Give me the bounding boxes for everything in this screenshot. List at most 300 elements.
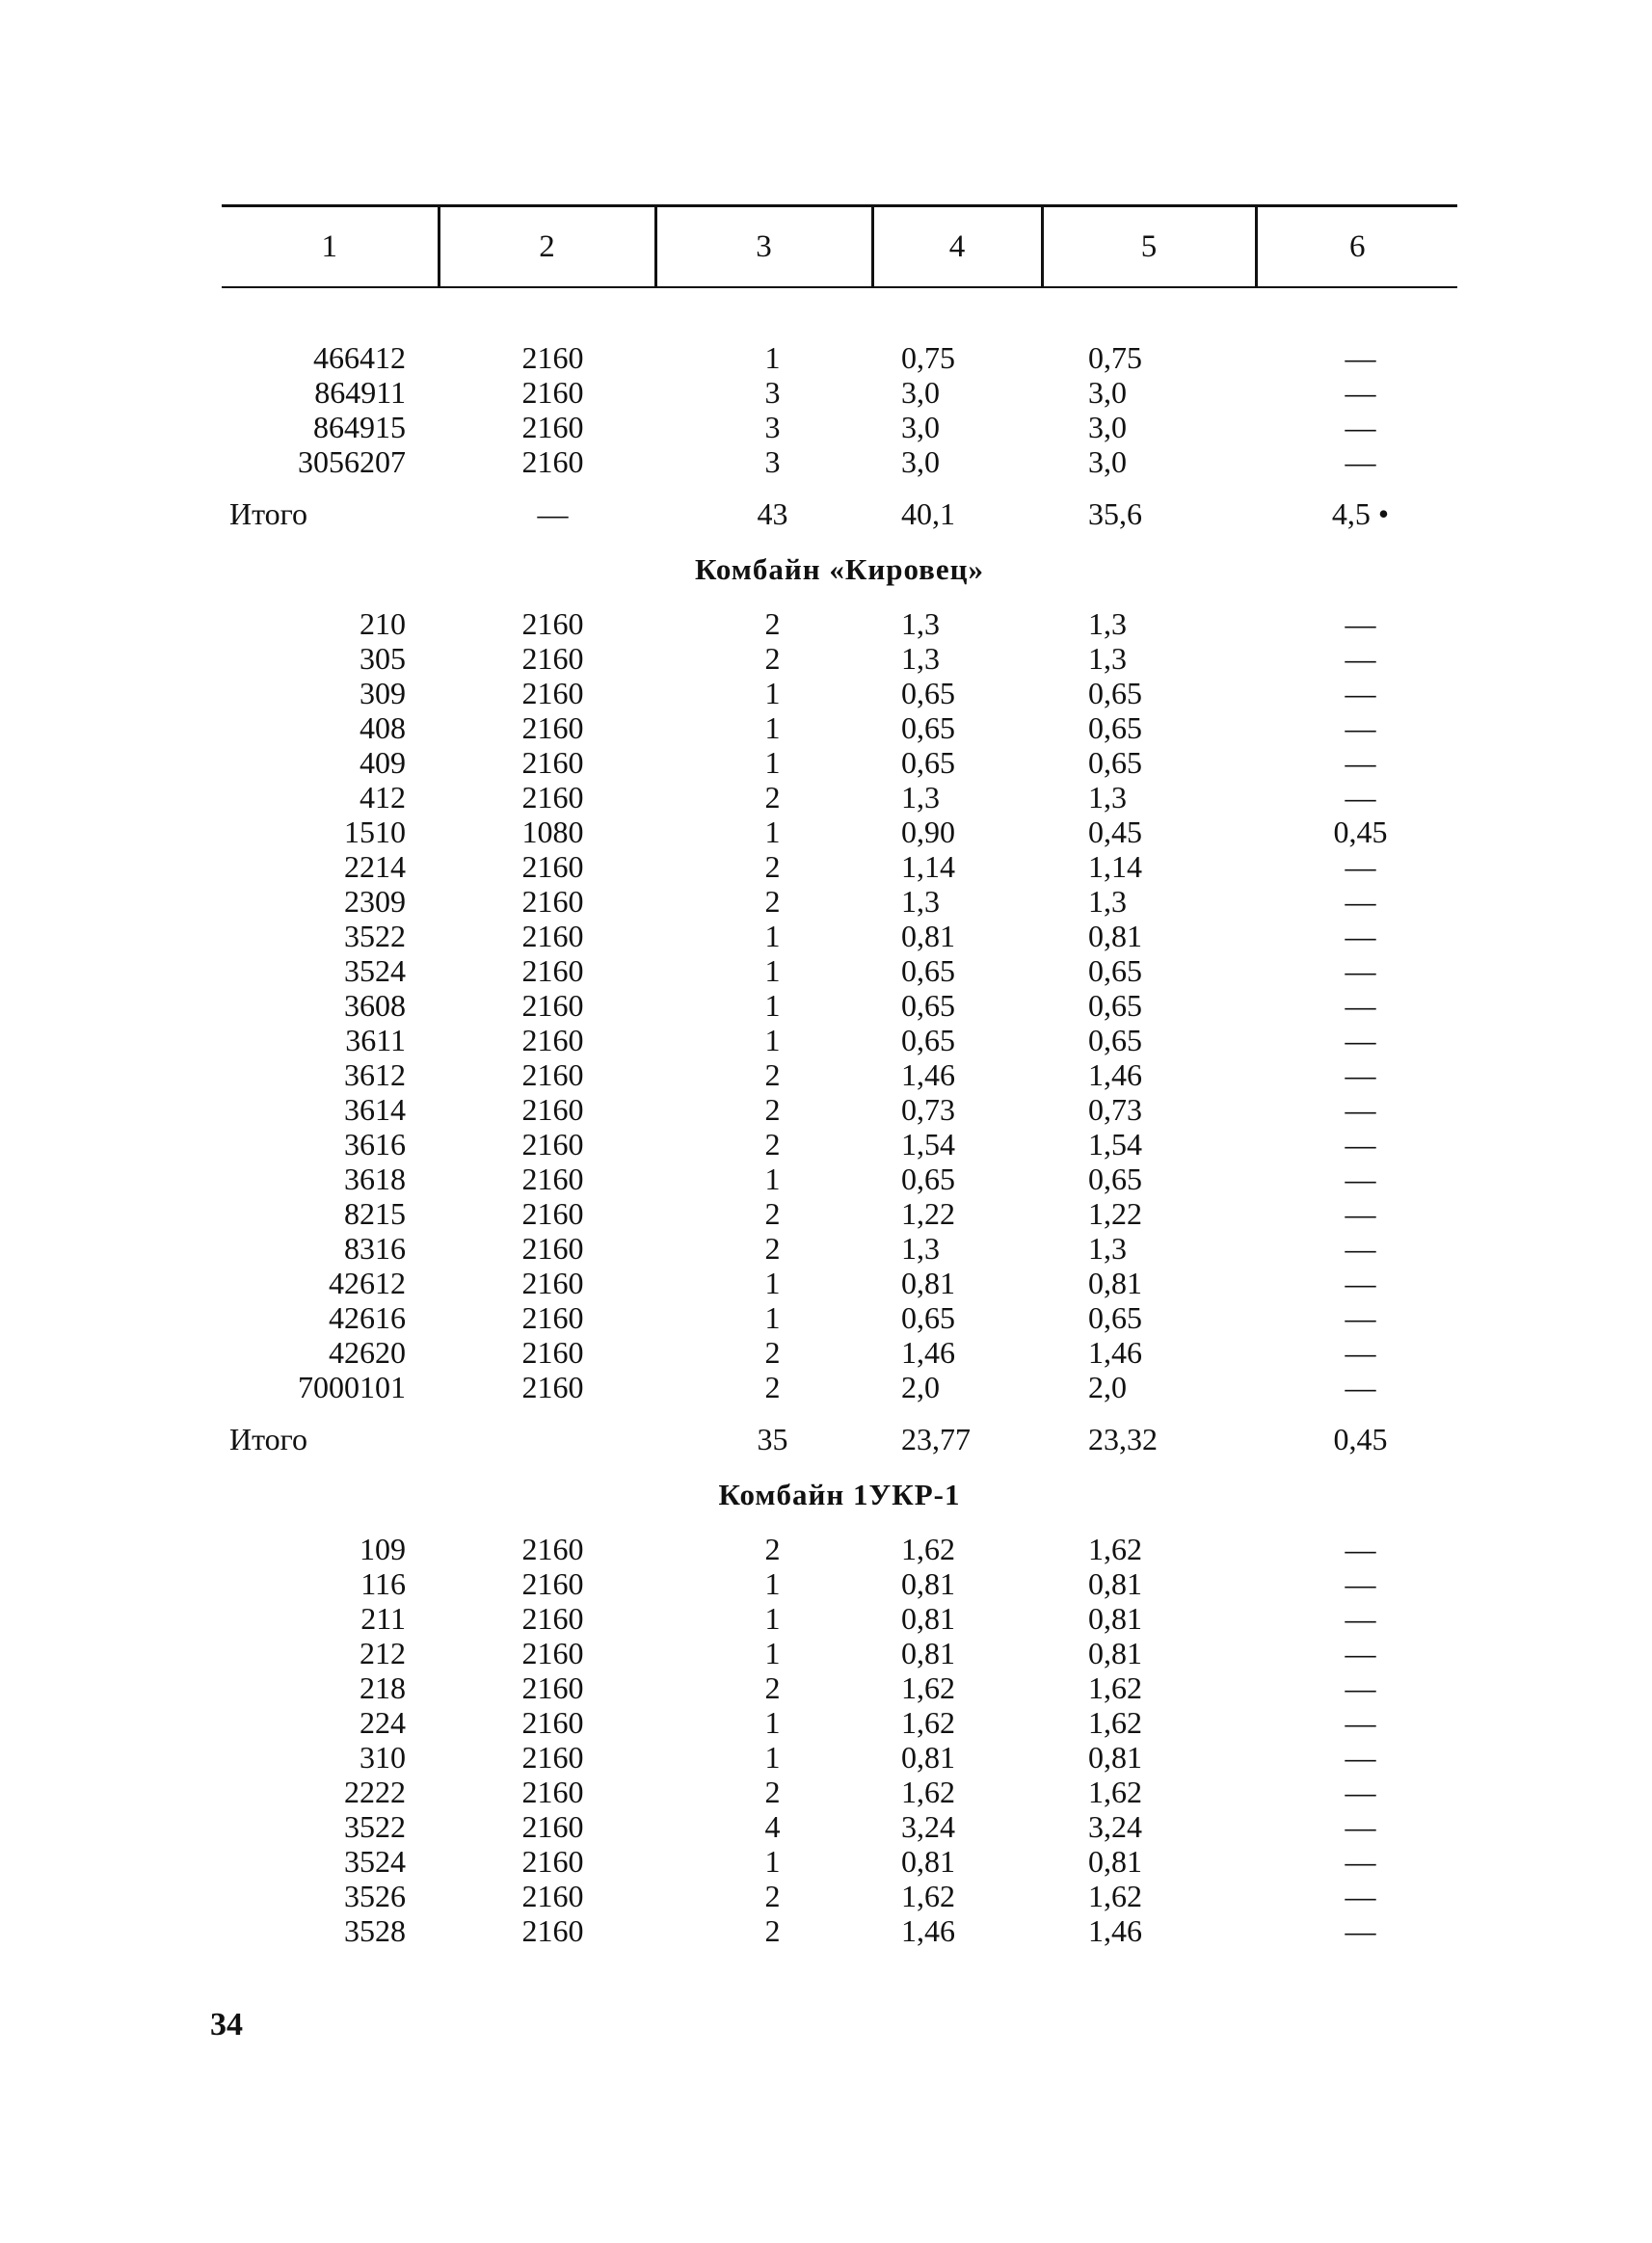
table-cell: 2160 [521, 884, 584, 919]
table-cell: 1,46 [901, 1335, 955, 1370]
table-cell: — [1345, 606, 1376, 641]
table-row [222, 849, 1457, 884]
table-cell: 1,3 [901, 780, 940, 814]
table-cell: 1510 [344, 814, 406, 849]
table-cell: 1 [764, 340, 781, 375]
table-cell: 0,81 [1088, 1844, 1142, 1879]
table-cell: 3618 [344, 1162, 406, 1196]
table-cell: 0,65 [1088, 710, 1142, 745]
table-cell: 0,65 [901, 1023, 955, 1057]
table-cell: 1 [764, 1566, 781, 1601]
table-cell: 2160 [521, 1023, 584, 1057]
table-cell: 1 [764, 953, 781, 988]
total-cell: 35 [757, 1422, 788, 1456]
table-cell: 1,62 [1088, 1670, 1142, 1705]
table-cell: 2160 [521, 1740, 584, 1775]
table-cell: 2160 [521, 1127, 584, 1162]
table-cell: 2160 [521, 1844, 584, 1879]
table-cell: 0,75 [901, 340, 955, 375]
table-cell: 0,81 [901, 1636, 955, 1670]
table-cell: 3 [764, 410, 781, 444]
table-cell: 2 [764, 1879, 781, 1913]
table-cell: — [1345, 1636, 1376, 1670]
table-cell: 0,65 [901, 710, 955, 745]
table-row [222, 953, 1457, 988]
table-row [222, 1196, 1457, 1231]
table-cell: 3524 [344, 953, 406, 988]
table-row [222, 1092, 1457, 1127]
table-cell: 864911 [314, 375, 406, 410]
table-cell: 2 [764, 1670, 781, 1705]
table-cell: 2160 [521, 1335, 584, 1370]
table-row [222, 606, 1457, 641]
table-cell: 2 [764, 1127, 781, 1162]
table-cell: 3 [764, 375, 781, 410]
table-cell: — [1345, 375, 1376, 410]
table-cell: 2 [764, 1231, 781, 1266]
table-cell: 2160 [521, 1566, 584, 1601]
table-cell: 0,65 [901, 988, 955, 1023]
total-label: Итого [229, 1422, 307, 1456]
table-cell: — [1345, 1300, 1376, 1335]
table-cell: — [1345, 745, 1376, 780]
table-row [222, 780, 1457, 814]
table-cell: 3526 [344, 1879, 406, 1913]
table-cell: 0,81 [901, 1601, 955, 1636]
table-cell: 409 [360, 745, 406, 780]
table-cell: 1,54 [901, 1127, 955, 1162]
table-cell: — [1345, 884, 1376, 919]
table-cell: 305 [360, 641, 406, 676]
table-cell: 0,65 [1088, 988, 1142, 1023]
total-row [222, 1404, 1457, 1458]
table-cell: 2 [764, 884, 781, 919]
table-row [222, 375, 1457, 410]
table-cell: — [1345, 1601, 1376, 1636]
table-cell: — [1345, 1879, 1376, 1913]
table-cell: 2160 [521, 1809, 584, 1844]
table-cell: 210 [360, 606, 406, 641]
total-cell: 4,5 • [1331, 496, 1390, 531]
table-cell: 2160 [521, 1601, 584, 1636]
table-cell: 1,46 [1088, 1913, 1142, 1948]
table-row [222, 410, 1457, 444]
table-cell: 3612 [344, 1057, 406, 1092]
total-cell: 23,32 [1088, 1422, 1158, 1456]
table-cell: 2160 [521, 1057, 584, 1092]
table-cell: — [1345, 1266, 1376, 1300]
table-cell: 2160 [521, 444, 584, 479]
table-cell: 1,62 [901, 1532, 955, 1566]
table-cell: 1,62 [1088, 1532, 1142, 1566]
table-cell: 1 [764, 1601, 781, 1636]
column-header: 6 [1256, 206, 1457, 288]
table-cell: 4 [764, 1809, 781, 1844]
table-cell: 2 [764, 849, 781, 884]
table-cell: — [1345, 1127, 1376, 1162]
table-cell: 1 [764, 1266, 781, 1300]
table-cell: 3,0 [901, 444, 940, 479]
table-cell: 1,62 [1088, 1705, 1142, 1740]
table-cell: 0,65 [1088, 676, 1142, 710]
table-cell: 224 [360, 1705, 406, 1740]
table-cell: 1,3 [1088, 641, 1127, 676]
table-cell: 0,90 [901, 814, 955, 849]
spacer-row [222, 287, 1457, 340]
table-cell: 1 [764, 1740, 781, 1775]
table-cell: — [1345, 444, 1376, 479]
table-cell: 2160 [521, 745, 584, 780]
table-cell: 2160 [521, 1266, 584, 1300]
table-cell: 2160 [521, 1705, 584, 1740]
table-cell: 8316 [344, 1231, 406, 1266]
header-row [222, 206, 1457, 288]
table-row [222, 1162, 1457, 1196]
table-cell: 1,62 [901, 1670, 955, 1705]
table-row [222, 1057, 1457, 1092]
table-cell: 1 [764, 988, 781, 1023]
table-body [222, 287, 1457, 1948]
table-cell: 2160 [521, 1636, 584, 1670]
table-cell: 3524 [344, 1844, 406, 1879]
table-cell: 1,62 [1088, 1775, 1142, 1809]
table-cell: 1 [764, 1300, 781, 1335]
table-cell: — [1345, 1335, 1376, 1370]
table-cell: — [1345, 1196, 1376, 1231]
table-cell: 3528 [344, 1913, 406, 1948]
table-cell: 2160 [521, 676, 584, 710]
table-cell: 0,65 [1088, 1162, 1142, 1196]
table-cell: 0,81 [1088, 919, 1142, 953]
table-cell: 2160 [521, 1370, 584, 1404]
table-cell: — [1345, 919, 1376, 953]
table-cell: 0,65 [1088, 1023, 1142, 1057]
column-header: 3 [655, 206, 872, 288]
table-row [222, 1670, 1457, 1705]
total-cell: 0,45 [1333, 1422, 1388, 1456]
table-cell: — [1345, 1023, 1376, 1057]
table-cell: 3,0 [1088, 375, 1127, 410]
table-row [222, 1879, 1457, 1913]
table-cell: 3616 [344, 1127, 406, 1162]
table-cell: 1,3 [901, 884, 940, 919]
table-cell: 3,0 [1088, 444, 1127, 479]
total-row [222, 479, 1457, 533]
table-cell: 2160 [521, 1162, 584, 1196]
total-cell: — [537, 496, 569, 531]
table-cell: 2 [764, 780, 781, 814]
table-row [222, 1231, 1457, 1266]
table-cell: 2 [764, 1370, 781, 1404]
table-cell: 1,46 [901, 1057, 955, 1092]
table-cell: 0,75 [1088, 340, 1142, 375]
table-cell: 3608 [344, 988, 406, 1023]
table-row [222, 340, 1457, 375]
table-cell: 2222 [344, 1775, 406, 1809]
table-cell: — [1345, 1913, 1376, 1948]
total-label: Итого [229, 496, 307, 531]
table-row [222, 1705, 1457, 1740]
table-cell: 2160 [521, 1231, 584, 1266]
table-cell: 1,46 [1088, 1335, 1142, 1370]
section-heading-row [222, 1458, 1457, 1532]
table-cell: 0,81 [901, 919, 955, 953]
table-cell: 2160 [521, 1670, 584, 1705]
table-cell: 466412 [313, 340, 406, 375]
table-row [222, 1335, 1457, 1370]
table-cell: 2,0 [901, 1370, 940, 1404]
table-cell: 2 [764, 1092, 781, 1127]
table-cell: 2 [764, 641, 781, 676]
table-cell: 1,46 [901, 1913, 955, 1948]
table-row [222, 919, 1457, 953]
section-heading-row [222, 533, 1457, 606]
table-cell: 2 [764, 1913, 781, 1948]
table-cell: 0,65 [901, 676, 955, 710]
table-cell: 1,14 [901, 849, 955, 884]
table-row [222, 710, 1457, 745]
table-cell: 2160 [521, 988, 584, 1023]
table-row [222, 444, 1457, 479]
table-cell: 1,22 [1088, 1196, 1142, 1231]
table-cell: — [1345, 710, 1376, 745]
table-cell: — [1345, 340, 1376, 375]
table-row [222, 1775, 1457, 1809]
table-cell: 2160 [521, 606, 584, 641]
table-cell: — [1345, 1740, 1376, 1775]
table-row [222, 1532, 1457, 1566]
page-number: 34 [210, 2007, 243, 2043]
table-cell: 3 [764, 444, 781, 479]
column-header: 4 [872, 206, 1042, 288]
table-cell: 2,0 [1088, 1370, 1127, 1404]
table-cell: 0,81 [1088, 1566, 1142, 1601]
table-cell: 109 [360, 1532, 406, 1566]
table-cell: 2160 [521, 849, 584, 884]
table-cell: 1,3 [1088, 884, 1127, 919]
table-cell: 2160 [521, 710, 584, 745]
total-cell: 40,1 [901, 496, 955, 531]
table-cell: 1,3 [901, 641, 940, 676]
table-cell: 0,81 [1088, 1601, 1142, 1636]
table-row [222, 745, 1457, 780]
table-cell: — [1345, 1092, 1376, 1127]
table-cell: 1,62 [1088, 1879, 1142, 1913]
table-cell: 2309 [344, 884, 406, 919]
table-cell: 1 [764, 710, 781, 745]
table-cell: 1,62 [901, 1775, 955, 1809]
table-row [222, 1566, 1457, 1601]
table-cell: 2160 [521, 1092, 584, 1127]
table-cell: 0,81 [901, 1266, 955, 1300]
column-header: 2 [439, 206, 655, 288]
table-cell: 1,62 [901, 1879, 955, 1913]
table-row [222, 814, 1457, 849]
table-cell: 116 [360, 1566, 406, 1601]
table-cell: 2160 [521, 1532, 584, 1566]
table-cell: 2160 [521, 340, 584, 375]
table-cell: 1,3 [901, 1231, 940, 1266]
table-cell: 2160 [521, 375, 584, 410]
table-cell: 2160 [521, 410, 584, 444]
table-cell: 0,81 [1088, 1266, 1142, 1300]
table-cell: 7000101 [298, 1370, 406, 1404]
table-cell: 3,0 [901, 375, 940, 410]
table-cell: 42616 [329, 1300, 406, 1335]
table-row [222, 1266, 1457, 1300]
table-cell: 211 [360, 1601, 406, 1636]
table-header [222, 206, 1457, 288]
table-row [222, 1636, 1457, 1670]
table-row [222, 641, 1457, 676]
table-cell: — [1345, 953, 1376, 988]
total-cell: 35,6 [1088, 496, 1142, 531]
table-cell: 3522 [344, 1809, 406, 1844]
table-cell: 2 [764, 1057, 781, 1092]
table-cell: 1,3 [1088, 1231, 1127, 1266]
table-cell: 0,81 [1088, 1636, 1142, 1670]
table-cell: 0,73 [901, 1092, 955, 1127]
table-cell: — [1345, 1231, 1376, 1266]
table-cell: 0,65 [901, 953, 955, 988]
table-cell: 1,54 [1088, 1127, 1142, 1162]
table-cell: 2160 [521, 953, 584, 988]
table-cell: 408 [360, 710, 406, 745]
table-cell: 1,3 [1088, 780, 1127, 814]
total-cell: 23,77 [901, 1422, 971, 1456]
table-cell: 864915 [313, 410, 406, 444]
table-cell: 1,3 [1088, 606, 1127, 641]
column-header: 5 [1042, 206, 1256, 288]
table-cell: 2160 [521, 1913, 584, 1948]
section-title: Комбайн 1УКР-1 [718, 1478, 961, 1511]
table-cell: 2160 [521, 1775, 584, 1809]
table-row [222, 1913, 1457, 1948]
table-cell: 310 [360, 1740, 406, 1775]
table-row [222, 1300, 1457, 1335]
table-cell: 2214 [344, 849, 406, 884]
table-cell: — [1345, 1566, 1376, 1601]
table-cell: 2160 [521, 1196, 584, 1231]
table-cell: 42612 [329, 1266, 406, 1300]
table-cell: 1,62 [901, 1705, 955, 1740]
table-row [222, 1740, 1457, 1775]
table-cell: 0,65 [1088, 953, 1142, 988]
table-cell: 412 [360, 780, 406, 814]
table-cell: 3056207 [298, 444, 406, 479]
table-cell: 3,0 [1088, 410, 1127, 444]
table-cell: 1 [764, 676, 781, 710]
table-cell: 2160 [521, 919, 584, 953]
table-cell: — [1345, 780, 1376, 814]
table-cell: 0,65 [901, 745, 955, 780]
table-cell: — [1345, 1844, 1376, 1879]
table-row [222, 1809, 1457, 1844]
table-cell: 0,73 [1088, 1092, 1142, 1127]
table-cell: 0,65 [901, 1162, 955, 1196]
table-cell: 0,81 [901, 1740, 955, 1775]
table-cell: 1,46 [1088, 1057, 1142, 1092]
table-cell: 2 [764, 1775, 781, 1809]
table-cell: 0,81 [1088, 1740, 1142, 1775]
table-cell: 218 [360, 1670, 406, 1705]
table-cell: 2160 [521, 641, 584, 676]
total-cell: 43 [757, 496, 788, 531]
table-row [222, 1844, 1457, 1879]
table-cell: 1 [764, 1705, 781, 1740]
table-cell: 0,65 [1088, 1300, 1142, 1335]
table-cell: — [1345, 1057, 1376, 1092]
section-title: Комбайн «Кировец» [694, 552, 985, 586]
table-row [222, 988, 1457, 1023]
table-cell: 309 [360, 676, 406, 710]
table-cell: 2 [764, 1335, 781, 1370]
table-cell: 1,14 [1088, 849, 1142, 884]
table-cell: 2 [764, 606, 781, 641]
table-cell: 42620 [329, 1335, 406, 1370]
table-cell: — [1345, 1775, 1376, 1809]
table-cell: — [1345, 410, 1376, 444]
table-cell: 0,81 [901, 1566, 955, 1601]
table-cell: 2 [764, 1196, 781, 1231]
table-row [222, 676, 1457, 710]
table-cell: 0,65 [901, 1300, 955, 1335]
column-header: 1 [222, 206, 439, 288]
table-cell: 3,24 [1088, 1809, 1142, 1844]
spacer [222, 287, 1457, 340]
table-row [222, 884, 1457, 919]
table-row [222, 1127, 1457, 1162]
table-cell: 0,45 [1088, 814, 1142, 849]
table-cell: 1 [764, 1162, 781, 1196]
table-cell: 2 [764, 1532, 781, 1566]
table-cell: 1 [764, 919, 781, 953]
table-cell: 2160 [521, 780, 584, 814]
table-cell: — [1345, 1162, 1376, 1196]
table-cell: — [1345, 1670, 1376, 1705]
table-cell: 1080 [521, 814, 584, 849]
table-cell: — [1345, 641, 1376, 676]
total-cell [439, 1404, 655, 1458]
table-row [222, 1370, 1457, 1404]
table-cell: 0,81 [901, 1844, 955, 1879]
table-cell: 3611 [345, 1023, 406, 1057]
table-cell: 0,45 [1333, 814, 1388, 849]
table-cell: 3614 [344, 1092, 406, 1127]
table-row [222, 1601, 1457, 1636]
table-cell: 0,65 [1088, 745, 1142, 780]
table-cell: 1 [764, 1636, 781, 1670]
table-cell: 3522 [344, 919, 406, 953]
data-table [222, 204, 1457, 1948]
table-cell: — [1345, 1809, 1376, 1844]
table-cell: 1,22 [901, 1196, 955, 1231]
table-cell: — [1345, 676, 1376, 710]
table-cell: 1 [764, 814, 781, 849]
table-cell: 8215 [344, 1196, 406, 1231]
table-cell: — [1345, 1705, 1376, 1740]
table-cell: 3,24 [901, 1809, 955, 1844]
table-cell: 2160 [521, 1879, 584, 1913]
table-cell: — [1345, 1532, 1376, 1566]
table-row [222, 1023, 1457, 1057]
table-cell: 1,3 [901, 606, 940, 641]
table-cell: — [1345, 849, 1376, 884]
table-cell: 1 [764, 1844, 781, 1879]
table-cell: 212 [360, 1636, 406, 1670]
table-cell: 3,0 [901, 410, 940, 444]
table-cell: — [1345, 988, 1376, 1023]
